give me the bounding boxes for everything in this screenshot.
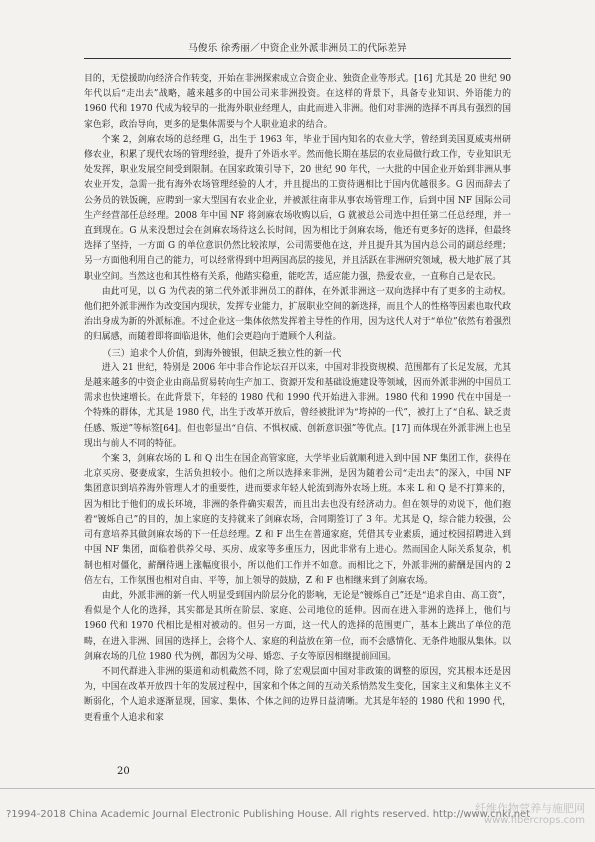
paragraph-new-generation-context: 进入 21 世纪，特别是 2006 年中非合作论坛召开以来，中国对非投资规模、范围都有了长足发展，尤其是越来越多的中资企业由商品贸易转向生产加工、资源开发和基础设施建设等领域，因而外派非洲的中国员工需求也快速增长。在此背景下，年轻的 1980 代和 1990 代开始进入非洲。1980 代和 1990 代在中国是一个特殊的群体，尤其是 1980 代，出生于改革开放后，曾经被批评为“垮掉的一代”，被打上了“自私、缺乏责任感、叛逆”等标签[64]。但也彰显出“自信、不惧权威、创新意识强”等优点。[17] 而体现在外派非洲上也呈现出与前人不同的特征。 (84, 362, 511, 449)
paragraph-summary-second-generation: 由此可见，以 G 为代表的第二代外派非洲员工的群体，在外派非洲这一双向选择中有了更多的主动权。他们把外派非洲作为改变国内现状，发挥专业能力，扩展职业空间的新选择，而且个人的性格等因素也取代政治出身成为新的外派标准。不过企业这一集体依然发挥着主导性的作用，因为这代人对于“单位”依然有着强烈的归属感，而随着即将面临退休，他们会更趋向于遣顾个人利益。 (84, 286, 511, 343)
paragraph-summary-new-generation: 由此，外派非洲的新一代人明显受到国内阶层分化的影响，无论是“镀烁自己”还是“追求自由、高工资”，看似是个人化的选择，其实都是其所在阶层、家庭、公司地位的延伸。因而在进入非洲的选择上，他们与 1960 代和 1970 代相比是相对被动的。但另一方面，这一代人的选择的范围更广，基本上跳出了单位的范畴，在进入非洲、回国的选择上，会将个人、家庭的利益放在第一位，而不会感情化、无条件地服从集体。以剑麻农场的几位 1980 代为例，都因为父母、婚恋、子女等原因相继提前回国。 (84, 590, 511, 662)
paragraph-continued: 目的，无偿援助向经济合作转变，开始在非洲探索成立合资企业、独资企业等形式。[16] 尤其是 20 世纪 90 年代以后“走出去”战略，越来越多的中国公司来非洲投资。在这样的背景下，具备专业知识、外语能力的 1960 代和 1970 代成为较早的一批海外职业经理人，由此而进入非洲。他们对非洲的选择不再具有强烈的国家色彩，政治导向，更多的是集体需要与个人职业追求的结合。 (84, 74, 511, 130)
header-rule (84, 58, 511, 59)
page-number: 20 (117, 766, 130, 777)
paragraph-case-2: 个案 2，剑麻农场的总经理 G，出生于 1963 年，毕业于国内知名的农业大学，曾经到美国夏威夷州研修农业，积累了现代农场的管理经验，提升了外语水平。然而他长期在基层的农业局做行政工作，专业知识无处发挥，职业发展空间受到限制。在国家政策引导下，20 世纪 90 年代，一大批的中国企业开始到非洲从事农业开发，急需一批有海外农场管理经验的人才，并且提出的工资待遇相比于国内优越很多。G 因而辞去了公务员的铁饭碗，应聘到一家大型国有农业企业，并被派往南非从事农场管理工作，后到中国 NF 国际公司生产经营部任总经理。2008 年中国 NF 将剑麻农场收购以后，G 就被总公司选中担任第二任总经理，并一直到现在。G 从来没想过会在剑麻农场待这么长时间，因为相比于剑麻农场，他还有更多好的选择，但最终选择了坚持，一方面 G 的单位意识仍然比较浓厚，公司需要他在这，并且提升其为国内总公司的副总经理；另一方面他利用自己的能力，可以经常得到中坦两国高层的接见，并且活跃在非洲研究领域，极大地扩展了其职业空间。当然这也和其性格有关系，他踏实稳重，能吃苦，适应能力强，热爱农业，一直称自己是农民。 (84, 134, 511, 282)
running-header: 马俊乐 徐秀丽／中资企业外派非洲员工的代际差异 (188, 43, 407, 54)
copyright-notice: ?1994-2018 China Academic Journal Electronic Publishing House. All rights reserved. http://www.cnki.net (6, 809, 531, 820)
footer-rule (0, 788, 595, 789)
site-watermark (475, 803, 585, 827)
paragraph-case-3: 个案 3，剑麻农场的 L 和 Q 出生在国企高管家庭，大学毕业后就顺利进入到中国 NF 集团工作，获得在北京买房、娶妻成家，生活负担较小。他们之所以选择来非洲，是因为随着公司“走出去”的深入，中国 NF 集团意识到培养海外管理人才的重要性，进而要求年轻人轮流到海外农场上班。本来 L 和 Q 是不打算来的，因为相比于他们的成长环境，非洲的条件确实艰苦，而且出去也没有经济动力。但在领导的劝说下，他们抱着“镀烁自己”的目的，加上家庭的支持就来了剑麻农场，合同期签订了 3 年。尤其是 Q，综合能力较强，公司有意培养其做剑麻农场的下一任总经理。Z 和 F 出生在普通家庭，凭借其专业素质，通过校园招聘进入到中国 NF 集团，面临着供养父母、买房、成家等多重压力，因此非常有上进心。然而国企人际关系复杂，机制也相对僵化，薪酬待遇上涨幅度很小，所以他们工作并不如意。而相比之下，外派非洲的薪酬是国内的 2 倍左右，工作氛围也相对自由、平等，加上领导的鼓励，Z 和 F 也相继来到了剑麻农场。 (84, 454, 511, 586)
paragraph-generational-differences: 不同代群进入非洲的渠道和动机截然不同，除了宏观层面中国对非政策的调整的原因，究其根本还是因为，中国在改革开放四十年的发展过程中，国家和个体之间的互动关系悄然发生变化，国家主义和集体主义不断弱化，个人追求逐渐显现，国家、集体、个体之间的边界日益清晰。尤其是年轻的 1980 代和 1990 代，更看重个人追求和家 (84, 666, 511, 723)
watermark-url: www.fibercrops.com (483, 815, 585, 826)
article-body (84, 72, 511, 726)
section-heading: （三）追求个人价值，到海外镀银，但缺乏独立性的新一代 (102, 347, 342, 359)
watermark-chinese: 纤维作物营养与施肥网 (475, 802, 585, 815)
